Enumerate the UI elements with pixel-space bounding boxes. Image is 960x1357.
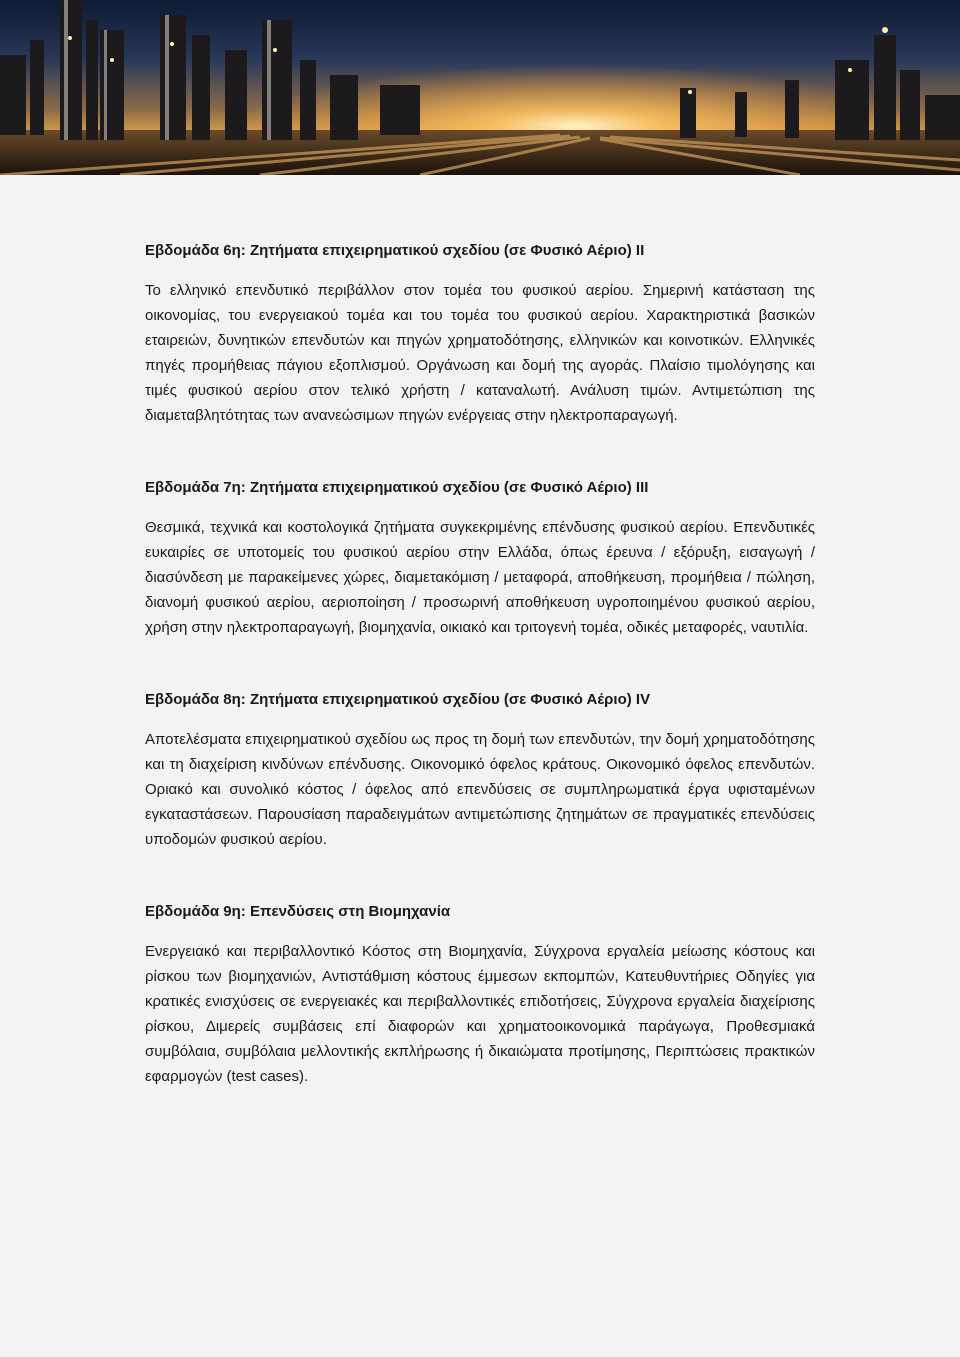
week-6-body: Το ελληνικό επενδυτικό περιβάλλον στον τομέα του φυσικού αερίου. Σημερινή κατάσταση της οικονομίας, του ενεργειακού τομέα και του τομέα του φυσικού αερίου. Χαρακτηριστικά βασικών εταιρειών, δυνητικών επενδυτών και πηγών χρηματοδότησης, ελληνικών και κοινοτικών. Ελληνικές πηγές προμήθειας πάγιου εξοπλισμού. Οργάνωση και δομή της αγοράς. Πλαίσιο τιμολόγησης και τιμές φυσικού αερίου στον τελικό χρήστη / καταναλωτή. Ανάλυση τιμών. Αντιμετώπιση της διαμεταβλητότητας των ανανεώσιμων πηγών ενέργειας στην ηλεκτροπαραγωγή. [145,282,815,424]
week-8-heading: Εβδομάδα 8η: Ζητήματα επιχειρηματικού σχεδίου (σε Φυσικό Αέριο) ΙV [145,691,651,708]
week-8-section [145,687,815,852]
week-8-body: Αποτελέσματα επιχειρηματικού σχεδίου ως προς τη δομή των επενδυτών, την δομή χρηματοδότησης και τη διαχείριση κινδύνων επένδυσης. Οικονομικό όφελος κράτους. Οικονομικό όφελος επενδυτών. Οριακό και συνολικό κόστος / όφελος από επενδύσεις σε συμπληρωματικά έργα υφισταμένων εγκαταστάσεων. Παρουσίαση παραδειγμάτων αντιμετώπισης ζητημάτων σε πραγματικές επενδύσεις υποδομών φυσικού αερίου. [145,731,815,848]
section-spacer [145,640,815,687]
week-9-section [145,899,815,1089]
section-spacer [145,428,815,475]
document-content [145,238,815,1089]
header-banner-image [0,0,960,175]
week-7-heading: Εβδομάδα 7η: Ζητήματα επιχειρηματικού σχεδίου (σε Φυσικό Αέριο) ΙΙΙ [145,479,649,496]
week-7-body: Θεσμικά, τεχνικά και κοστολογικά ζητήματα συγκεκριμένης επένδυσης φυσικού αερίου. Επενδυτικές ευκαιρίες σε υποτομείς του φυσικού αερίου στην Ελλάδα, όπως έρευνα / εξόρυξη, εισαγωγή / διασύνδεση με παρακείμενες χώρες, διαμετακόμιση / μεταφορά, αποθήκευση, προμήθεια / πώληση, διανομή φυσικού αερίου, αεριοποίηση / προσωρινή αποθήκευση υγροποιημένου φυσικού αερίου, χρήση στην ηλεκτροπαραγωγή, βιομηχανία, οικιακό και τριτογενή τομέα, οδικές μεταφορές, ναυτιλία. [145,519,815,636]
week-6-heading: Εβδομάδα 6η: Ζητήματα επιχειρηματικού σχεδίου (σε Φυσικό Αέριο) ΙΙ [145,242,645,259]
week-7-section [145,475,815,640]
section-spacer [145,852,815,899]
week-6-section [145,238,815,428]
week-9-heading: Εβδομάδα 9η: Επενδύσεις στη Βιομηχανία [145,903,451,920]
week-9-body: Ενεργειακό και περιβαλλοντικό Κόστος στη Βιομηχανία, Σύγχρονα εργαλεία μείωσης κόστους και ρίσκου των βιομηχανιών, Αντιστάθμιση κόστους έμμεσων εκπομπών, Κατευθυντήριες Οδηγίες για κρατικές ενισχύσεις σε ενεργειακές και περιβαλλοντικές επιδοτήσεις, Σύγχρονα εργαλεία διαχείρισης ρίσκου, Διμερείς συμβάσεις επί διαφορών και χρηματοοικονομικά παράγωγα, Προθεσμιακά συμβόλαια, συμβόλαια μελλοντικής εκπλήρωσης ή δικαιώματα προτίμησης, Περιπτώσεις πρακτικών εφαρμογών (test cases). [145,943,815,1085]
